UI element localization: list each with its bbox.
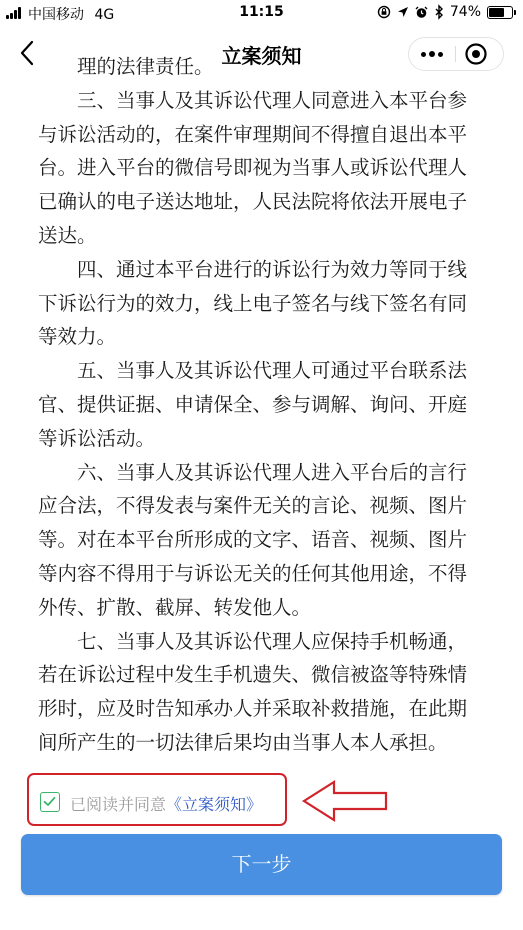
agreement-text: 已阅读并同意 bbox=[70, 795, 167, 814]
page-title: 立案须知 bbox=[221, 44, 302, 68]
battery-percent: 74% bbox=[449, 4, 481, 20]
left-arrow-icon bbox=[300, 778, 390, 824]
battery-icon bbox=[487, 6, 513, 19]
agreement-label bbox=[70, 792, 262, 815]
alarm-icon bbox=[415, 6, 428, 19]
network-type: 4G bbox=[94, 7, 115, 23]
paragraph-tail: 理的法律责任。 bbox=[77, 55, 214, 78]
paragraph-5: 五、当事人及其诉讼代理人可通过平台联系法官、提供证据、申请保全、参与调解、询问、开庭等诉讼活动。 bbox=[38, 359, 468, 450]
notice-link[interactable]: 《立案须知》 bbox=[166, 795, 263, 814]
agree-checkbox[interactable] bbox=[40, 792, 60, 812]
status-time: 11:15 bbox=[239, 4, 284, 20]
bluetooth-icon bbox=[434, 5, 444, 19]
lock-rotation-icon bbox=[377, 5, 391, 19]
battery-level bbox=[489, 8, 504, 17]
paragraph-4: 四、通过本平台进行的诉讼行为效力等同于线下诉讼行为的效力，线上电子签名与线下签名有同等效力。 bbox=[38, 257, 468, 349]
paragraph-6: 六、当事人及其诉讼代理人进入平台后的言行应合法，不得发表与案件无关的言论、视频、图片等。对在本平台所形成的文字、语音、视频、图片等内容不得用于与诉讼无关的任何其他用途，不得外传、扩散、截屏、转发他人。 bbox=[38, 460, 468, 619]
checkmark-icon bbox=[41, 793, 58, 810]
notice-text bbox=[38, 50, 478, 760]
status-bar bbox=[0, 0, 523, 28]
paragraph-7: 七、当事人及其诉讼代理人应保持手机畅通，若在诉讼过程中发生手机遗失、微信被盗等特殊情形时，应及时告知承办人并采取补救措施，在此期间所产生的一切法律后果均由当事人本人承担。 bbox=[38, 629, 468, 754]
carrier-name: 中国移动 bbox=[28, 7, 84, 23]
next-step-button[interactable]: 下一步 bbox=[21, 834, 502, 895]
paragraph-3: 三、当事人及其诉讼代理人同意进入本平台参与诉讼活动的，在案件审理期间不得擅自退出本平台。进入平台的微信号即视为当事人或诉讼代理人已确认的电子送达地址，人民法院将依法开展电子送达。 bbox=[38, 88, 468, 247]
location-arrow-icon bbox=[397, 6, 409, 18]
status-icons bbox=[377, 4, 513, 20]
